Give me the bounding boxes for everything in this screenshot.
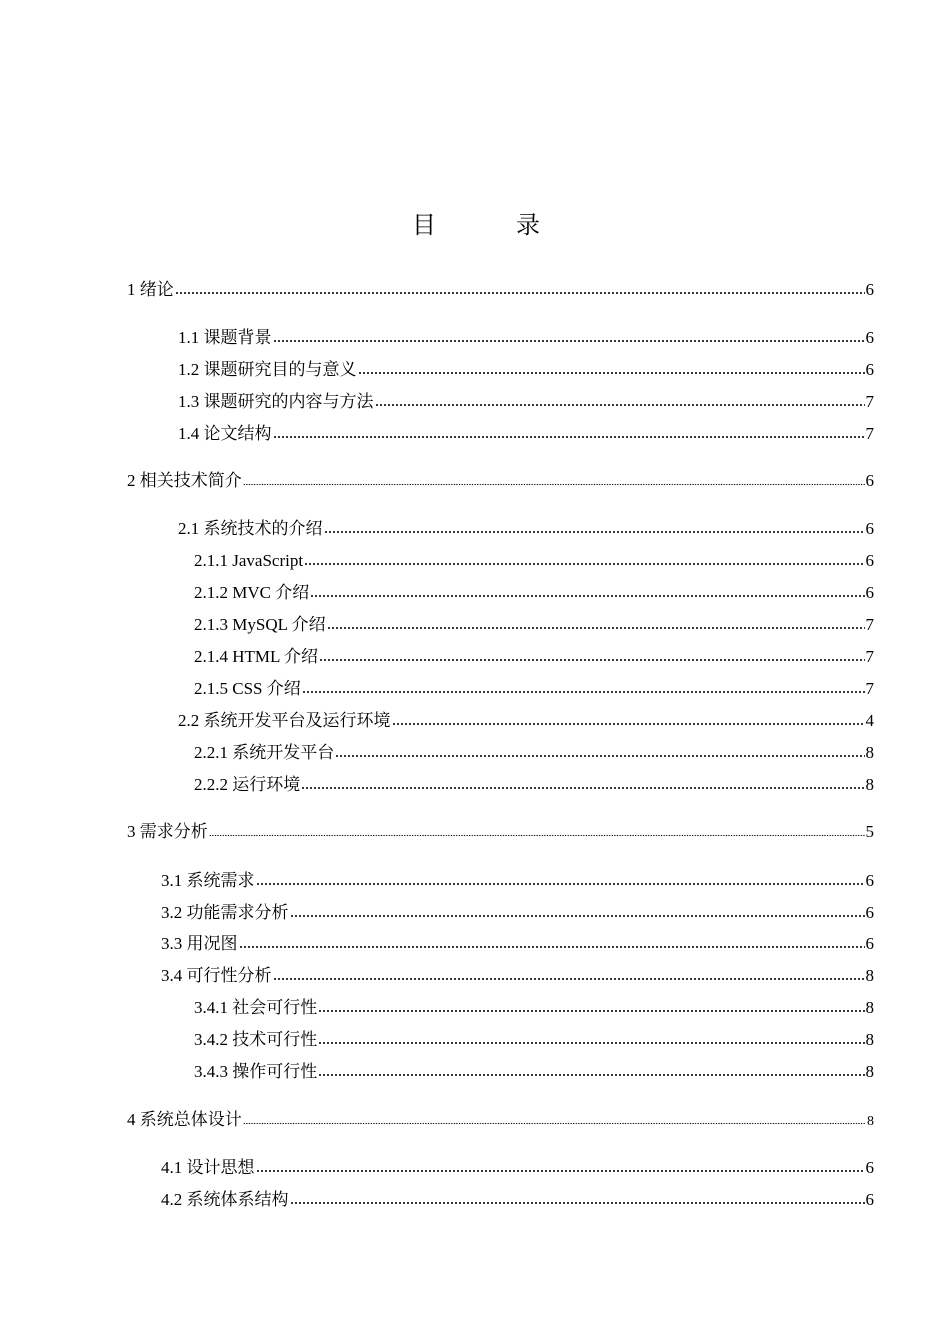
toc-entry-section[interactable] <box>161 1153 874 1179</box>
toc-entry-label: 3 需求分析 <box>127 822 208 841</box>
toc-dot-leader <box>273 323 865 343</box>
toc-dot-leader <box>318 993 864 1013</box>
toc-entry-label: 2.1.5 CSS 介绍 <box>194 679 301 698</box>
toc-entry-chapter[interactable] <box>127 466 874 492</box>
toc-entry-subsection[interactable] <box>194 546 874 572</box>
toc-page-number: 7 <box>865 679 874 698</box>
toc-dot-leader <box>243 466 865 486</box>
toc-entry-section[interactable] <box>178 514 874 540</box>
toc-page-number: 8 <box>865 998 874 1017</box>
toc-dot-leader <box>290 898 865 918</box>
toc-entry-subsection[interactable] <box>194 1025 874 1051</box>
toc-dot-leader <box>243 1105 866 1125</box>
toc-entry-subsection[interactable] <box>194 578 874 604</box>
toc-dot-leader <box>239 929 865 949</box>
toc-entry-chapter[interactable] <box>127 275 874 301</box>
toc-dot-leader <box>273 419 865 439</box>
toc-entry-label: 1.2 课题研究目的与意义 <box>178 360 357 379</box>
toc-entry-chapter[interactable] <box>127 817 874 843</box>
toc-page-number: 6 <box>865 551 874 570</box>
toc-dot-leader <box>335 738 864 758</box>
toc-page-number: 4 <box>865 711 874 730</box>
toc-entry-label: 1.3 课题研究的内容与方法 <box>178 392 374 411</box>
toc-entry-subsection[interactable] <box>194 1057 874 1083</box>
toc-entry-subsection[interactable] <box>194 610 874 636</box>
toc-entry-label: 1 绪论 <box>127 280 174 299</box>
toc-dot-leader <box>175 275 865 295</box>
toc-dot-leader <box>310 578 864 598</box>
toc-entry-label: 2.1.1 JavaScript <box>194 551 304 570</box>
toc-page-number: 7 <box>865 392 874 411</box>
toc-entry-label: 2.1.2 MVC 介绍 <box>194 583 310 602</box>
toc-entry-label: 2.2.1 系统开发平台 <box>194 743 335 762</box>
toc-dot-leader <box>324 514 865 534</box>
toc-page-number: 6 <box>865 471 874 490</box>
toc-entry-label: 4.2 系统体系结构 <box>161 1190 289 1209</box>
toc-entry-label: 1.4 论文结构 <box>178 424 272 443</box>
toc-page-number: 8 <box>867 1114 874 1129</box>
toc-page-number: 6 <box>865 328 874 347</box>
toc-page-number: 6 <box>865 1158 874 1177</box>
toc-page-number: 6 <box>865 519 874 538</box>
toc-title: 目 录 <box>412 211 568 239</box>
toc-entry-subsection[interactable] <box>194 642 874 668</box>
toc-page-number: 8 <box>865 1062 874 1081</box>
toc-page-number: 7 <box>865 424 874 443</box>
toc-page-number: 6 <box>865 280 874 299</box>
toc-entry-section[interactable] <box>178 419 874 445</box>
toc-entry-label: 3.1 系统需求 <box>161 871 255 890</box>
toc-entry-subsection[interactable] <box>194 738 874 764</box>
toc-entry-label: 3.2 功能需求分析 <box>161 903 289 922</box>
toc-dot-leader <box>256 1153 865 1173</box>
toc-dot-leader <box>375 387 865 407</box>
toc-page-number: 5 <box>865 822 874 841</box>
toc-dot-leader <box>304 546 864 566</box>
toc-page-number: 7 <box>865 647 874 666</box>
toc-page-number: 7 <box>865 615 874 634</box>
toc-entry-section[interactable] <box>178 706 874 732</box>
toc-entry-label: 3.4.3 操作可行性 <box>194 1062 318 1081</box>
toc-entry-label: 3.3 用况图 <box>161 934 238 953</box>
toc-entry-label: 2.2 系统开发平台及运行环境 <box>178 711 391 730</box>
toc-entry-label: 2.1.4 HTML 介绍 <box>194 647 319 666</box>
toc-dot-leader <box>358 355 865 375</box>
toc-entry-label: 2.1.3 MySQL 介绍 <box>194 615 326 634</box>
toc-dot-leader <box>256 866 865 886</box>
toc-entry-label: 3.4.1 社会可行性 <box>194 998 318 1017</box>
toc-page-number: 6 <box>865 871 874 890</box>
toc-dot-leader <box>392 706 865 726</box>
toc-entry-label: 3.4 可行性分析 <box>161 966 272 985</box>
toc-page-number: 8 <box>865 1030 874 1049</box>
toc-entry-section[interactable] <box>161 898 874 924</box>
toc-entry-section[interactable] <box>161 866 874 892</box>
toc-entry-subsection[interactable] <box>194 674 874 700</box>
toc-page-number: 6 <box>865 903 874 922</box>
toc-entry-label: 2.1 系统技术的介绍 <box>178 519 323 538</box>
toc-entry-section[interactable] <box>161 929 874 955</box>
toc-page-number: 8 <box>865 743 874 762</box>
toc-page-number: 6 <box>865 1190 874 1209</box>
toc-dot-leader <box>273 961 865 981</box>
toc-dot-leader <box>327 610 865 630</box>
toc-dot-leader <box>318 1025 864 1045</box>
toc-page-number: 8 <box>865 775 874 794</box>
toc-page-number: 6 <box>865 583 874 602</box>
toc-dot-leader <box>301 770 864 790</box>
toc-entry-chapter[interactable] <box>127 1105 874 1131</box>
toc-entry-subsection[interactable] <box>194 770 874 796</box>
toc-entry-section[interactable] <box>178 355 874 381</box>
toc-entry-label: 2 相关技术简介 <box>127 471 242 490</box>
toc-dot-leader <box>318 1057 864 1077</box>
toc-entry-section[interactable] <box>178 323 874 349</box>
toc-entry-label: 2.2.2 运行环境 <box>194 775 301 794</box>
toc-dot-leader <box>302 674 865 694</box>
toc-page-number: 8 <box>865 966 874 985</box>
toc-entry-label: 3.4.2 技术可行性 <box>194 1030 318 1049</box>
toc-page-number: 6 <box>865 934 874 953</box>
toc-dot-leader <box>290 1185 865 1205</box>
toc-entry-label: 4.1 设计思想 <box>161 1158 255 1177</box>
toc-entry-subsection[interactable] <box>194 993 874 1019</box>
toc-entry-label: 1.1 课题背景 <box>178 328 272 347</box>
toc-entry-section[interactable] <box>161 1185 874 1211</box>
toc-entry-section[interactable] <box>161 961 874 987</box>
toc-entry-label: 4 系统总体设计 <box>127 1110 242 1129</box>
toc-entry-section[interactable] <box>178 387 874 413</box>
toc-dot-leader <box>319 642 864 662</box>
toc-page-number: 6 <box>865 360 874 379</box>
toc-dot-leader <box>209 817 865 837</box>
